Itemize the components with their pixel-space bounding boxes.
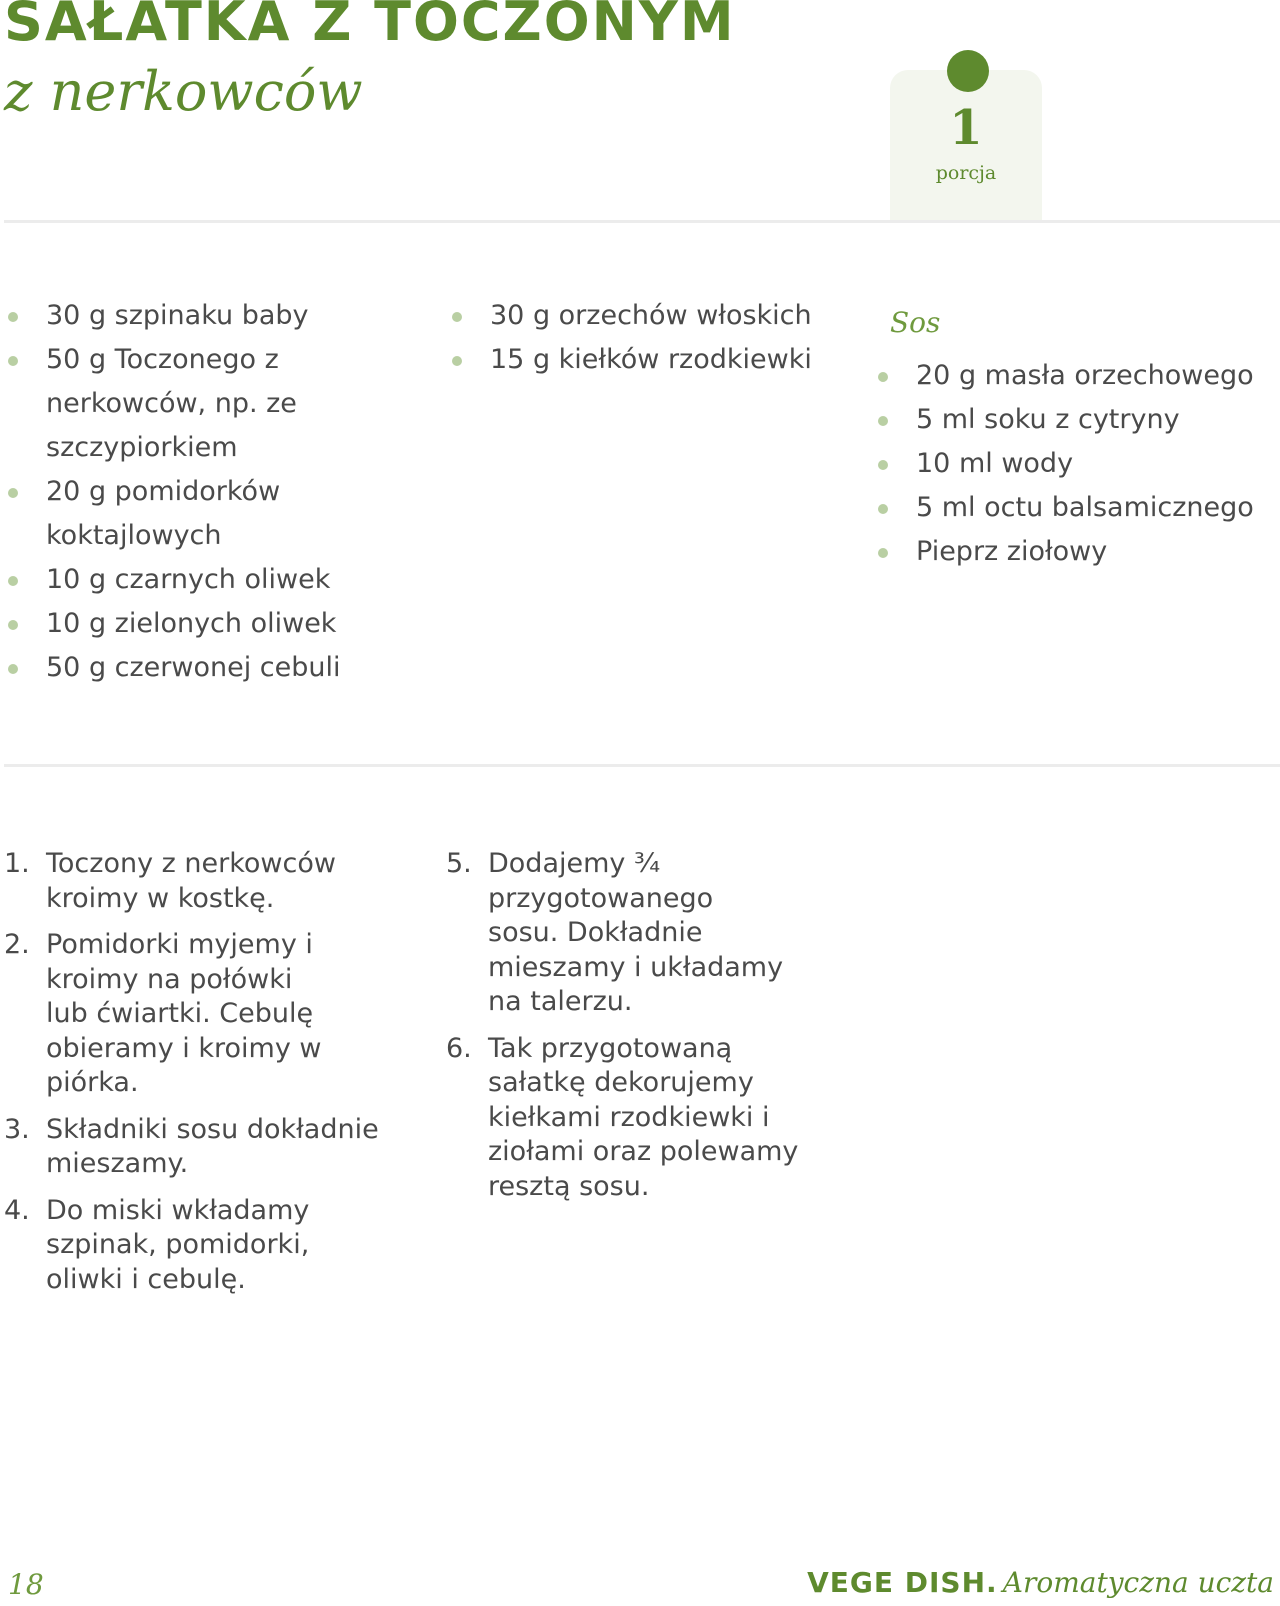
step-item — [446, 847, 790, 1020]
step-number: 5. — [446, 848, 472, 879]
step-item — [4, 1194, 322, 1298]
step-text: Dodajemy ¾ przygotowanego sosu. Dokładnie mieszamy i układamy na talerzu. — [488, 848, 784, 1017]
steps-list-2 — [446, 847, 836, 1216]
step-text: Składniki sosu dokładnie mieszamy. — [46, 1113, 379, 1179]
portion-number: 1 — [949, 100, 983, 156]
footer-brand — [807, 1566, 1274, 1599]
divider-middle — [4, 764, 1280, 767]
portion-dot-icon — [947, 50, 989, 92]
ingredient-item: 30 g orzechów włoskich — [448, 294, 868, 338]
brand-name: VEGE DISH. — [807, 1566, 998, 1599]
step-number: 3. — [4, 1113, 30, 1145]
step-text: Toczony z nerkowców kroimy w kostkę. — [46, 848, 336, 914]
step-number: 4. — [4, 1194, 30, 1226]
step-number: 1. — [4, 848, 30, 879]
sauce-item: 5 ml soku z cytryny — [874, 398, 1280, 442]
ingredient-item: 15 g kiełków rzodkiewki — [448, 338, 868, 382]
step-item — [4, 928, 322, 1101]
step-item — [446, 1032, 818, 1205]
divider-top — [4, 220, 1280, 223]
step-text: Do miski wkładamy szpinak, pomidorki, oliwki i cebulę. — [46, 1194, 310, 1295]
recipe-title: SAŁATKA Z TOCZONYM — [4, 0, 736, 53]
ingredients-list-1 — [4, 294, 404, 690]
sauce-item: 20 g masła orzechowego — [874, 354, 1280, 398]
step-item — [4, 1113, 388, 1182]
recipe-subtitle: z nerkowców — [4, 60, 363, 123]
sauce-heading: Sos — [890, 306, 941, 339]
portion-label: porcja — [935, 162, 997, 184]
ingredient-item: 30 g szpinaku baby — [4, 294, 404, 338]
sauce-item: 5 ml octu balsamicznego — [874, 486, 1280, 530]
ingredients-list-2 — [448, 294, 868, 382]
ingredient-item: 50 g Toczonego z nerkowców, np. ze szczypiorkiem — [4, 338, 306, 470]
sauce-item: Pieprz ziołowy — [874, 530, 1280, 574]
step-number: 2. — [4, 929, 30, 960]
ingredient-item: 10 g zielonych oliwek — [4, 602, 404, 646]
sauce-item: 10 ml wody — [874, 442, 1280, 486]
portion-badge — [890, 70, 1042, 222]
step-number: 6. — [446, 1032, 472, 1064]
ingredient-item: 10 g czarnych oliwek — [4, 558, 404, 602]
ingredient-item: 50 g czerwonej cebuli — [4, 646, 404, 690]
sauce-ingredients-list — [874, 354, 1280, 574]
step-item — [4, 847, 346, 916]
brand-tagline: Aromatyczna uczta — [1002, 1566, 1274, 1599]
step-text: Pomidorki myjemy i kroimy na połówki lub ćwiartki. Cebulę obieramy i kroimy w piórka. — [46, 929, 322, 1098]
steps-list-1 — [4, 847, 394, 1309]
step-text: Tak przygotowaną sałatkę dekorujemy kiełkami rzodkiewki i ziołami oraz polewamy resztą sosu. — [488, 1032, 799, 1202]
page-number: 18 — [8, 1568, 44, 1601]
ingredient-item: 20 g pomidorków koktajlowych — [4, 470, 306, 558]
